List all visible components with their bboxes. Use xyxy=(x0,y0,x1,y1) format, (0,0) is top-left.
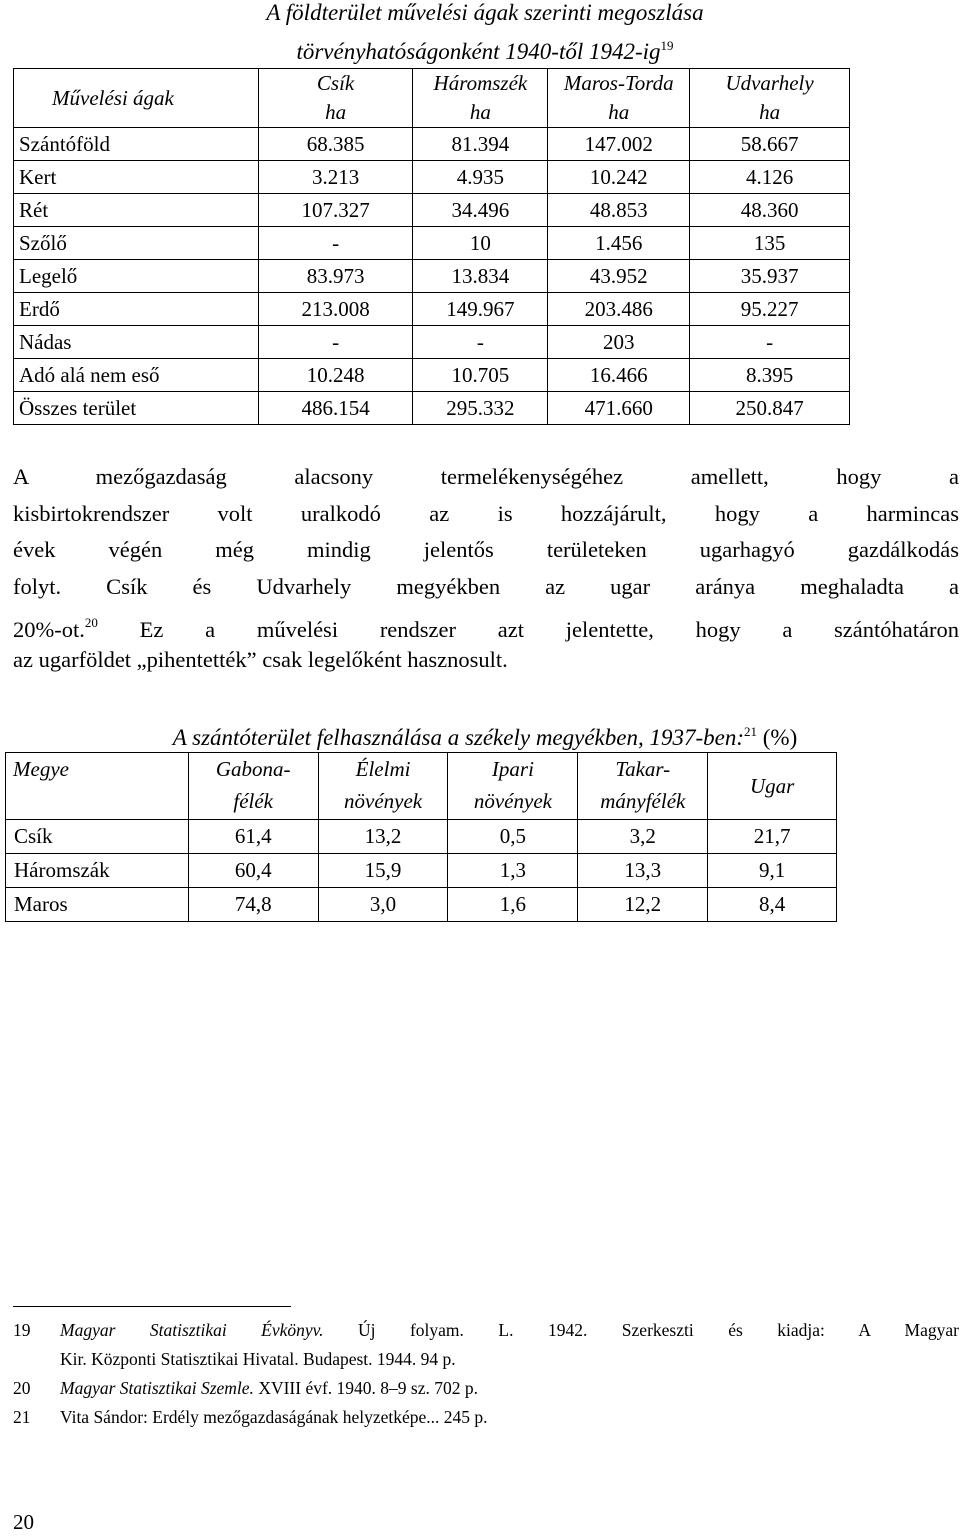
paragraph-line: évek végén még mindig jelentős területeken ugarhagyó gazdálkodás xyxy=(13,537,959,563)
footnote-19 xyxy=(13,1316,959,1374)
footnote-ref-20: 20 xyxy=(84,615,98,631)
header-takarmanyfelek xyxy=(578,753,708,820)
footnote-number: 20 xyxy=(13,1378,31,1398)
row-label: Összes terület xyxy=(14,392,259,425)
cell: 83.973 xyxy=(258,260,413,293)
footnote-separator xyxy=(13,1306,291,1307)
cell: 58.667 xyxy=(690,128,850,161)
table2-title xyxy=(0,716,960,754)
header-csik xyxy=(258,69,413,128)
cell: 81.394 xyxy=(413,128,548,161)
footnote-text xyxy=(60,1374,959,1403)
header-name: Udvarhely xyxy=(725,71,814,95)
cell: 34.496 xyxy=(413,194,548,227)
table-row xyxy=(14,359,850,392)
footnote-detail: XVIII évf. 1940. 8–9 sz. 702 p. xyxy=(253,1378,478,1398)
page-number: 20 xyxy=(13,1510,34,1534)
cell: 8.395 xyxy=(690,359,850,392)
cell: 4.126 xyxy=(690,161,850,194)
footnote-line: Vita Sándor: Erdély mezőgazdaságának helyzetképe... 245 p. xyxy=(60,1407,488,1427)
table-row xyxy=(14,227,850,260)
cell: 13,2 xyxy=(318,820,448,854)
row-label: Csík xyxy=(6,820,189,854)
paragraph-text: 20%-ot. xyxy=(13,617,85,643)
table-row xyxy=(6,854,837,888)
table-row xyxy=(6,820,837,854)
cell: 21,7 xyxy=(708,820,837,854)
header-text: Gabona- xyxy=(215,757,291,781)
footnote-ref-19: 19 xyxy=(660,38,674,53)
header-text: félék xyxy=(233,789,274,813)
header-ugar: Ugar xyxy=(708,753,837,820)
cell: 250.847 xyxy=(690,392,850,425)
cell: 60,4 xyxy=(188,854,318,888)
cell: 9,1 xyxy=(708,854,837,888)
header-unit: ha xyxy=(759,100,781,124)
cell: 15,9 xyxy=(318,854,448,888)
header-muvelesi-agak: Művelési ágak xyxy=(14,69,259,128)
table-header-row xyxy=(14,69,850,128)
row-label: Rét xyxy=(14,194,259,227)
cell: 295.332 xyxy=(413,392,548,425)
row-label: Legelő xyxy=(14,260,259,293)
paragraph-line: A mezőgazdaság alacsony termelékenységéhez amellett, hogy a xyxy=(13,464,959,489)
table1-title-line2 xyxy=(0,31,960,67)
cell: 107.327 xyxy=(258,194,413,227)
cell: 0,5 xyxy=(448,820,578,854)
header-text: Élelmi xyxy=(355,757,411,781)
paragraph-line: folyt. Csík és Udvarhely megyékben az ugar aránya meghaladta a xyxy=(13,573,959,599)
table-row xyxy=(14,326,850,359)
row-label: Maros xyxy=(6,888,189,922)
cell: - xyxy=(258,326,413,359)
cell: - xyxy=(413,326,548,359)
cell: 486.154 xyxy=(258,392,413,425)
header-text: Ipari xyxy=(491,757,534,781)
cell: 10 xyxy=(413,227,548,260)
cell: 8,4 xyxy=(708,888,837,922)
header-text: Takar- xyxy=(615,757,671,781)
cell: 10.242 xyxy=(548,161,690,194)
footnote-line: Kir. Központi Statisztikai Hivatal. Budapest. 1944. 94 p. xyxy=(60,1349,456,1369)
table1-title-text: törvényhatóságonként 1940-től 1942-ig xyxy=(296,39,661,64)
paragraph-line: kisbirtokrendszer volt uralkodó az is hozzájárult, hogy a harmincas xyxy=(13,500,959,526)
cell: 68.385 xyxy=(258,128,413,161)
footnote-20 xyxy=(13,1374,959,1403)
row-label: Adó alá nem eső xyxy=(14,359,259,392)
footnote-text xyxy=(60,1316,959,1374)
header-gabonafelek xyxy=(188,753,318,820)
cell: 149.967 xyxy=(413,293,548,326)
table-row xyxy=(14,260,850,293)
footnote-line xyxy=(60,1374,959,1403)
header-haromszek xyxy=(413,69,548,128)
footnote-source-title: Magyar Statisztikai Évkönyv. xyxy=(60,1320,324,1340)
cell: 12,2 xyxy=(578,888,708,922)
footnote-21 xyxy=(13,1403,959,1432)
header-unit: ha xyxy=(325,100,347,124)
cell: 10.705 xyxy=(413,359,548,392)
row-label: Nádas xyxy=(14,326,259,359)
header-text: növények xyxy=(344,789,423,813)
arable-use-table xyxy=(5,752,837,922)
header-name: Csík xyxy=(316,71,355,95)
table-row xyxy=(14,161,850,194)
cell: 4.935 xyxy=(413,161,548,194)
row-label: Erdő xyxy=(14,293,259,326)
header-ipari-novenyek xyxy=(448,753,578,820)
cell: 48.360 xyxy=(690,194,850,227)
header-unit: ha xyxy=(469,100,491,124)
table-row xyxy=(14,194,850,227)
paragraph-line xyxy=(13,605,959,642)
footnote-number: 19 xyxy=(13,1320,31,1340)
cell: - xyxy=(690,326,850,359)
row-label: Szántóföld xyxy=(14,128,259,161)
footnote-text xyxy=(60,1403,959,1432)
footnote-number: 21 xyxy=(13,1407,31,1427)
table-row xyxy=(14,293,850,326)
table2-title-text: A szántóterület felhasználása a székely megyékben, 1937-ben: xyxy=(172,725,744,750)
cell: 43.952 xyxy=(548,260,690,293)
cell: 74,8 xyxy=(188,888,318,922)
table-header-row xyxy=(6,753,837,820)
header-megye: Megye xyxy=(6,753,189,820)
cell: 203.486 xyxy=(548,293,690,326)
table-row-total xyxy=(14,392,850,425)
footnote-source-title: Magyar Statisztikai Szemle. xyxy=(60,1378,254,1398)
row-label: Szőlő xyxy=(14,227,259,260)
cell: 95.227 xyxy=(690,293,850,326)
header-elelmi-novenyek xyxy=(318,753,448,820)
footnote-line xyxy=(60,1316,959,1345)
header-text: növények xyxy=(473,789,552,813)
row-label: Háromszák xyxy=(6,854,189,888)
body-paragraph xyxy=(13,459,959,679)
table1-title-line1: A földterület művelési ágak szerinti megoszlása xyxy=(266,0,704,25)
cell: 35.937 xyxy=(690,260,850,293)
paragraph-line: az ugarföldet „pihentették” csak legelőként hasznosult. xyxy=(13,646,508,672)
header-maros-torda xyxy=(548,69,690,128)
cell: 3.213 xyxy=(258,161,413,194)
table-row xyxy=(6,888,837,922)
row-label: Kert xyxy=(14,161,259,194)
header-name: Maros-Torda xyxy=(563,71,674,95)
table-row xyxy=(14,128,850,161)
cell: 147.002 xyxy=(548,128,690,161)
header-name: Háromszék xyxy=(433,71,528,95)
cell: 203 xyxy=(548,326,690,359)
header-unit: ha xyxy=(608,100,630,124)
cell: 1,3 xyxy=(448,854,578,888)
land-use-table xyxy=(13,68,850,425)
cell: 3,0 xyxy=(318,888,448,922)
header-udvarhely xyxy=(690,69,850,128)
cell: 3,2 xyxy=(578,820,708,854)
cell: 1.456 xyxy=(548,227,690,260)
header-text: mányfélék xyxy=(600,789,686,813)
cell: 1,6 xyxy=(448,888,578,922)
cell: 13.834 xyxy=(413,260,548,293)
cell: 10.248 xyxy=(258,359,413,392)
footnote-ref-21: 21 xyxy=(744,724,757,739)
paragraph-text: Ez a művelési rendszer azt jelentette, hogy a szántóhatáron xyxy=(97,617,959,643)
footnote-detail: Új folyam. L. 1942. Szerkeszti és kiadja: A Magyar xyxy=(323,1320,959,1340)
cell: 61,4 xyxy=(188,820,318,854)
cell: - xyxy=(258,227,413,260)
cell: 135 xyxy=(690,227,850,260)
cell: 471.660 xyxy=(548,392,690,425)
cell: 213.008 xyxy=(258,293,413,326)
cell: 16.466 xyxy=(548,359,690,392)
cell: 48.853 xyxy=(548,194,690,227)
table2-title-unit: (%) xyxy=(757,725,798,750)
cell: 13,3 xyxy=(578,854,708,888)
